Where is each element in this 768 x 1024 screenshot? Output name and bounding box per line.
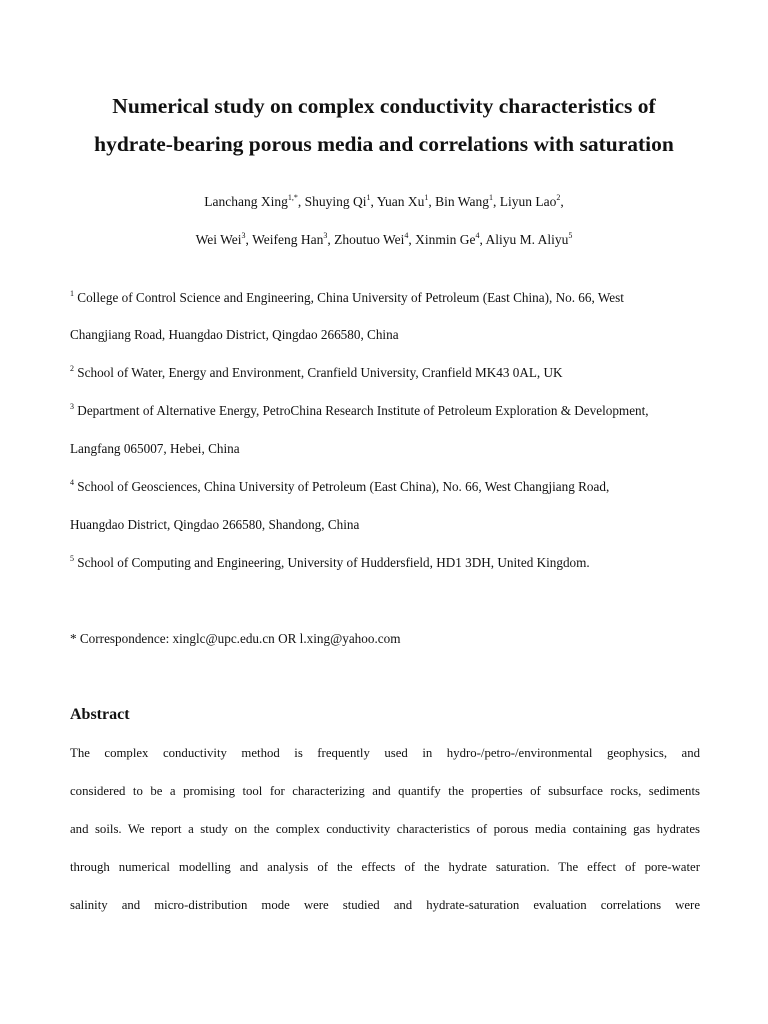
abstract-heading: Abstract xyxy=(70,706,130,723)
author: Bin Wang$^1$, xyxy=(435,192,500,209)
abstract-line: and soils. We report a study on the complex conductivity characteristics of porous media containing gas hydrates xyxy=(70,822,700,836)
abstract-line: through numerical modelling and analysis of the effects of the hydrate saturation. The effect of pore-water xyxy=(70,860,700,874)
abstract-line: The complex conductivity method is frequently used in hydro-/petro-/environmental geophysics, and xyxy=(70,746,700,760)
abstract-line: salinity and micro-distribution mode were studied and hydrate-saturation evaluation correlations were xyxy=(70,898,700,912)
paper-title-line-1: Numerical study on complex conductivity characteristics of xyxy=(112,94,656,118)
abstract-line: considered to be a promising tool for characterizing and quantify the properties of subsurface rocks, sediments xyxy=(70,784,700,798)
affiliation-3: $^3$ Department of Alternative Energy, PetroChina Research Institute of Petroleum Exploration & Development, xyxy=(70,401,649,418)
affiliation-4: $^4$ School of Geosciences, China University of Petroleum (East China), No. 66, West Changjiang Road, xyxy=(70,477,610,494)
paper-title-line-2: hydrate-bearing porous media and correlations with saturation xyxy=(94,132,674,156)
author-list-line-1 xyxy=(40,193,728,211)
author: Wei Wei$^3$, xyxy=(195,230,253,247)
correspondence: * Correspondence: xinglc@upc.edu.cn OR l.xing@yahoo.com xyxy=(70,631,401,646)
affiliation-1-continued: Changjiang Road, Huangdao District, Qingdao 266580, China xyxy=(70,327,399,342)
author: Weifeng Han$^3$, xyxy=(252,230,335,247)
author-list-line-2 xyxy=(40,231,728,249)
author: Shuying Qi$^1$, xyxy=(304,192,377,209)
author: Xinmin Ge$^4$, xyxy=(415,230,486,247)
affiliation-1: $^1$ College of Control Science and Engineering, China University of Petroleum (East China), No. 66, West xyxy=(70,288,624,305)
author: Zhoutuo Wei$^4$, xyxy=(334,230,416,247)
author: Aliyu M. Aliyu$^5$ xyxy=(485,230,573,247)
author: Lanchang Xing$^{1,*}$, xyxy=(204,192,305,209)
affiliation-5: $^5$ School of Computing and Engineering, University of Huddersfield, HD1 3DH, United Kingdom. xyxy=(70,553,590,570)
author: Liyun Lao$^2$, xyxy=(499,192,564,209)
author: Yuan Xu$^1$, xyxy=(376,192,436,209)
affiliation-2: $^2$ School of Water, Energy and Environment, Cranfield University, Cranfield MK43 0AL, UK xyxy=(70,363,563,380)
affiliation-4-continued: Huangdao District, Qingdao 266580, Shandong, China xyxy=(70,517,360,532)
affiliation-3-continued: Langfang 065007, Hebei, China xyxy=(70,441,240,456)
